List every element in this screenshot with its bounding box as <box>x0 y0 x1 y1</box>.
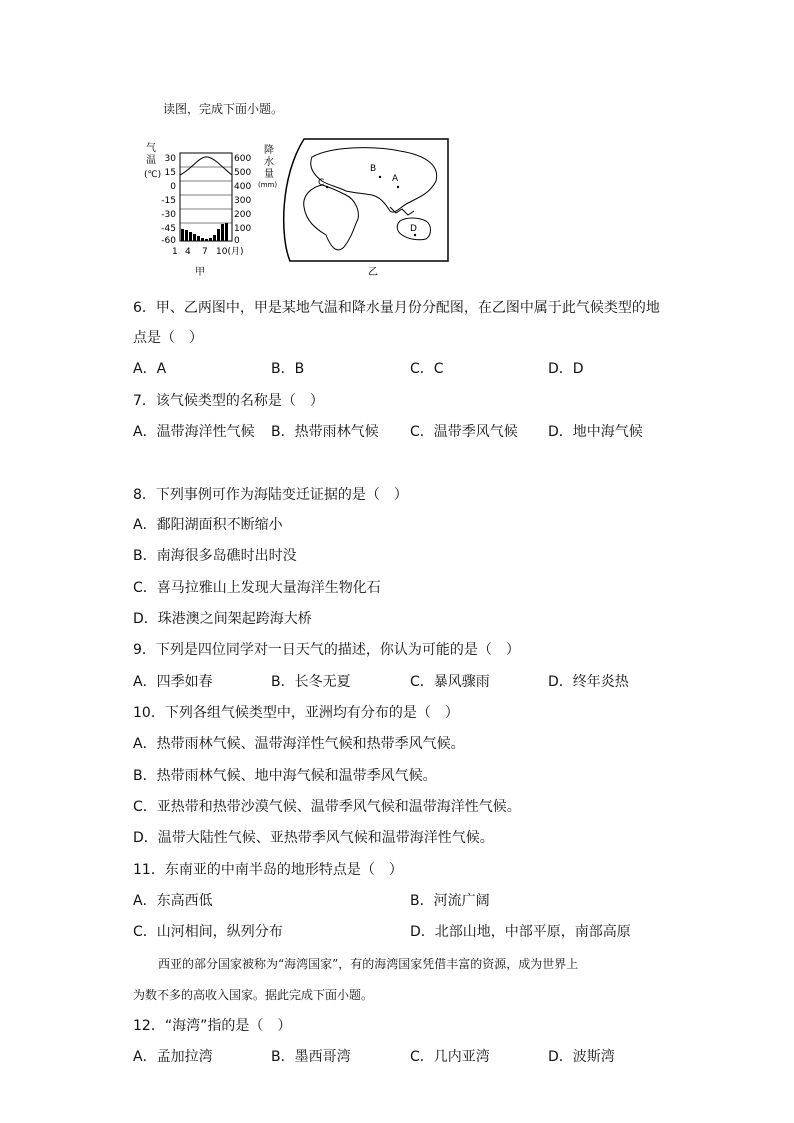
q8-option-b: B．南海很多岛礁时出时没 <box>133 548 297 564</box>
q12-option-d: D．波斯湾 <box>548 1049 615 1065</box>
temp-tick: -30 <box>161 210 176 220</box>
precip-bars <box>181 223 228 241</box>
q10-option-d: D．温带大陆性气候、亚热带季风气候和温带海洋性气候。 <box>133 830 494 846</box>
month-tick: 10(月) <box>216 247 244 257</box>
map-frame <box>284 139 448 261</box>
world-map <box>284 139 448 278</box>
month-tick: 1 <box>172 247 178 257</box>
temp-tick: 0 <box>170 182 176 192</box>
q10-option-b: B．热带雨林气候、地中海气候和温带季风气候。 <box>133 768 437 784</box>
q6-stem-line2: 点是（ ） <box>133 330 203 346</box>
q12-option-c: C．几内亚湾 <box>410 1049 490 1065</box>
q10-stem: 10．下列各组气候类型中，亚洲均有分布的是（ ） <box>133 705 459 721</box>
q12-option-a: A．孟加拉湾 <box>133 1049 213 1065</box>
q12-stem: 12．“海湾”指的是（ ） <box>133 1018 292 1034</box>
precip-axis-label-2: 水 <box>264 157 274 168</box>
temp-tick: 15 <box>164 168 176 178</box>
q7-option-c: C．温带季风气候 <box>410 424 518 440</box>
figure-label-right: 乙 <box>368 267 378 278</box>
q9-stem: 9．下列是四位同学对一日天气的描述，你认为可能的是（ ） <box>133 642 520 658</box>
precip-tick: 600 <box>234 154 252 164</box>
q11-stem: 11．东南亚的中南半岛的地形特点是（ ） <box>133 862 403 878</box>
temp-tick: -45 <box>161 224 176 234</box>
q11-option-a: A．东高西低 <box>133 893 213 909</box>
eurasia-outline <box>311 148 437 212</box>
q7-option-a: A．温带海洋性气候 <box>133 424 255 440</box>
q6-option-a: A．A <box>133 361 167 377</box>
q6-stem-line1: 6．甲、乙两图中，甲是某地气温和降水量月份分配图，在乙图中属于此气候类型的地 <box>133 300 660 316</box>
precip-tick: 500 <box>234 168 252 178</box>
map-point-c: C <box>318 178 325 188</box>
q9-option-a: A．四季如春 <box>133 674 213 690</box>
q6-option-c: C．C <box>410 361 444 377</box>
intro-text-1: 读图，完成下面小题。 <box>163 102 284 116</box>
precip-axis-unit: (mm) <box>258 181 278 189</box>
q12-option-b: B．墨西哥湾 <box>271 1049 351 1065</box>
temp-tick: -60 <box>161 236 176 246</box>
q9-option-c: C．暴风骤雨 <box>410 674 490 690</box>
precip-tick: 300 <box>234 196 252 206</box>
precip-tick: 0 <box>234 236 240 246</box>
q8-option-a: A．鄱阳湖面积不断缩小 <box>133 517 283 533</box>
precip-tick: 200 <box>234 210 252 220</box>
precip-axis-label-1: 降 <box>264 145 274 156</box>
q8-stem: 8．下列事例可作为海陆变迁证据的是（ ） <box>133 487 408 503</box>
temp-tick: 30 <box>164 154 176 164</box>
q8-option-d: D．珠港澳之间架起跨海大桥 <box>133 611 312 627</box>
climate-figure <box>140 137 455 282</box>
map-point-a: A <box>392 174 399 184</box>
q7-option-b: B．热带雨林气候 <box>271 424 379 440</box>
q8-option-c: C．喜马拉雅山上发现大量海洋生物化石 <box>133 580 381 596</box>
temp-axis-label-3: (℃) <box>144 170 162 180</box>
islands-outline <box>390 207 414 215</box>
map-point-d: D <box>410 224 417 234</box>
q7-option-d: D．地中海气候 <box>548 424 643 440</box>
q7-stem: 7．该气候类型的名称是（ ） <box>133 393 324 409</box>
q9-option-b: B．长冬无夏 <box>271 674 351 690</box>
q9-option-d: D．终年炎热 <box>548 674 629 690</box>
africa-outline <box>304 185 359 250</box>
temp-axis-label-1: 气 <box>146 143 156 154</box>
q10-option-c: C．亚热带和热带沙漠气候、温带季风气候和温带海洋性气候。 <box>133 799 521 815</box>
climate-chart <box>144 142 277 278</box>
q11-option-c: C．山河相间，纵列分布 <box>133 924 283 940</box>
q6-option-d: D．D <box>548 361 584 377</box>
figure-label-left: 甲 <box>195 267 205 278</box>
q6-option-b: B．B <box>271 361 305 377</box>
q11-option-d: D．北部山地，中部平原，南部高原 <box>410 924 631 940</box>
q11-option-b: B．河流广阔 <box>410 893 490 909</box>
temperature-curve <box>180 157 232 175</box>
intro-text-2-line2: 为数不多的高收入国家。据此完成下面小题。 <box>133 988 374 1002</box>
chart-frame <box>180 153 232 241</box>
map-point-b: B <box>370 164 377 174</box>
precip-tick: 100 <box>234 224 252 234</box>
q10-option-a: A．热带雨林气候、温带海洋性气候和热带季风气候。 <box>133 736 465 752</box>
month-tick: 7 <box>202 247 208 257</box>
temp-tick: -15 <box>161 196 176 206</box>
month-tick: 4 <box>185 247 191 257</box>
precip-tick: 400 <box>234 182 252 192</box>
temp-axis-label-2: 温 <box>146 155 156 166</box>
intro-text-2-line1: 西亚的部分国家被称为“海湾国家”，有的海湾国家凭借丰富的资源，成为世界上 <box>158 957 579 971</box>
precip-axis-label-3: 量 <box>264 169 274 180</box>
